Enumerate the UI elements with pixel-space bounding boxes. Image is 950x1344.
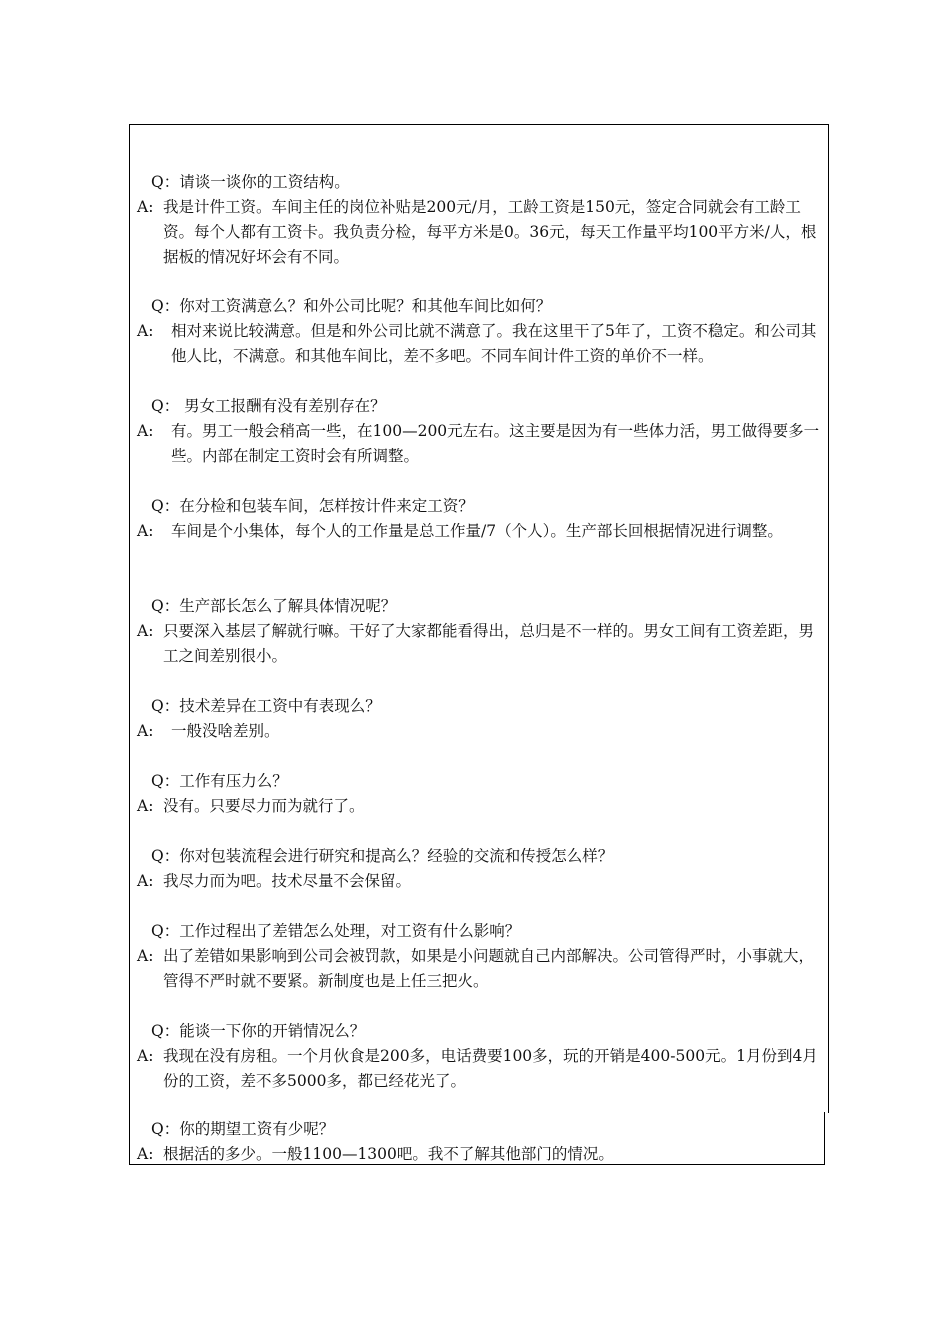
answer (137, 419, 827, 469)
answer-text: 车间是个小集体，每个人的工作量是总工作量/7（个人）。生产部长回根据情况进行调整。 (171, 522, 783, 540)
qa-block (137, 170, 827, 270)
question: Q： 男女工报酬有没有差别存在？ (151, 397, 386, 415)
answer (137, 1044, 827, 1094)
answer (137, 519, 827, 544)
question: Q：工作过程出了差错怎么处理，对工资有什么影响？ (151, 922, 521, 940)
answer (137, 944, 827, 994)
answer-tag: A: (137, 947, 154, 965)
answer-tag: A: (137, 797, 154, 815)
answer-text: 我现在没有房租。一个月伙食是200多，电话费要100多，玩的开销是400-500元。1月份到4月份的工资，差不多5000多，都已经花光了。 (163, 1047, 818, 1090)
qa-block (137, 494, 827, 544)
answer-tag: A: (137, 722, 154, 740)
answer-text: 出了差错如果影响到公司会被罚款，如果是小问题就自己内部解决。公司管得严时，小事就大，管得不严时就不要紧。新制度也是上任三把火。 (163, 947, 815, 990)
qa-block (137, 694, 827, 744)
question: Q：你的期望工资有少呢？ (151, 1120, 335, 1138)
question: Q：工作有压力么？ (151, 772, 288, 790)
answer (137, 195, 827, 270)
answer-text: 有。男工一般会稍高一些，在100—200元左右。这主要是因为有一些体力活，男工做得要多一些。内部在制定工资时会有所调整。 (171, 422, 820, 465)
answer-text: 一般没啥差别。 (171, 722, 280, 740)
qa-block (137, 294, 827, 369)
answer-tag: A: (137, 1047, 154, 1065)
qa-block (137, 769, 827, 819)
answer-text: 没有。只要尽力而为就行了。 (163, 797, 365, 815)
answer (137, 1142, 827, 1167)
answer (137, 319, 827, 369)
answer-text: 根据活的多少。一般1100—1300吧。我不了解其他部门的情况。 (163, 1145, 614, 1163)
answer-tag: A: (137, 422, 154, 440)
answer (137, 869, 827, 894)
answer-tag: A: (137, 522, 154, 540)
question: Q：能谈一下你的开销情况么？ (151, 1022, 366, 1040)
answer-text: 我是计件工资。车间主任的岗位补贴是200元/月，工龄工资是150元，签定合同就会有工龄工资。每个人都有工资卡。我负责分检，每平方米是0。36元，每天工作量平均100平方米/人，根据板的情况好坏会有不同。 (163, 198, 817, 266)
answer-text: 我尽力而为吧。技术尽量不会保留。 (163, 872, 412, 890)
question: Q：在分检和包装车间，怎样按计件来定工资？ (151, 497, 474, 515)
answer-tag: A: (137, 622, 154, 640)
question: Q：你对工资满意么？和外公司比呢？和其他车间比如何？ (151, 297, 552, 315)
qa-block (137, 594, 827, 669)
answer-text: 只要深入基层了解就行嘛。干好了大家都能看得出，总归是不一样的。男女工间有工资差距，男工之间差别很小。 (163, 622, 815, 665)
question: Q：请谈一谈你的工资结构。 (151, 173, 350, 191)
question: Q：生产部长怎么了解具体情况呢？ (151, 597, 397, 615)
qa-block (137, 919, 827, 994)
qa-block (137, 844, 827, 894)
question: Q：你对包装流程会进行研究和提高么？经验的交流和传授怎么样？ (151, 847, 614, 865)
answer (137, 619, 827, 669)
answer (137, 719, 827, 744)
answer (137, 794, 827, 819)
answer-tag: A: (137, 872, 154, 890)
answer-text: 相对来说比较满意。但是和外公司比就不满意了。我在这里干了5年了，工资不稳定。和公司其他人比，不满意。和其他车间比，差不多吧。不同车间计件工资的单价不一样。 (171, 322, 817, 365)
answer-tag: A: (137, 198, 154, 216)
qa-block (137, 1117, 827, 1167)
qa-block (137, 394, 827, 469)
answer-tag: A: (137, 322, 154, 340)
qa-block (137, 1019, 827, 1094)
question: Q：技术差异在工资中有表现么？ (151, 697, 381, 715)
answer-tag: A: (137, 1145, 154, 1163)
